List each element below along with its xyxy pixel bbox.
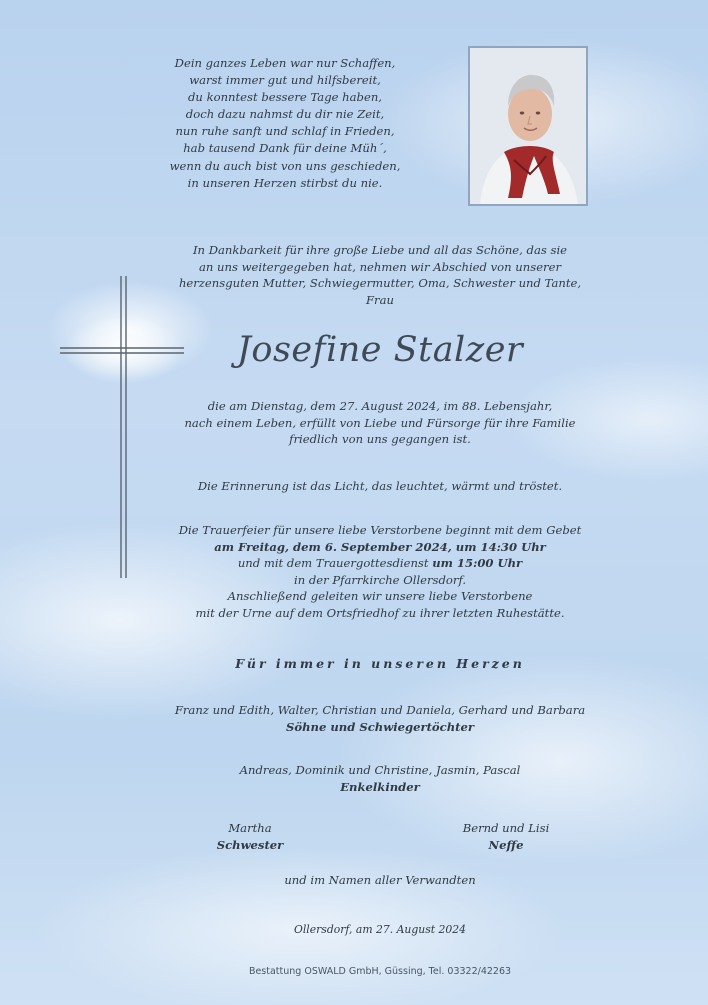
poem-line: hab tausend Dank für deine Müh´, <box>183 141 387 156</box>
death-line: nach einem Leben, erfüllt von Liebe und Fürsorge für ihre Familie <box>184 415 576 430</box>
funeral-date: am Freitag, dem 6. September 2024, um 14:30 Uhr <box>214 539 546 554</box>
funeral-home-footer: Bestattung OSWALD GmbH, Güssing, Tel. 03322/42263 <box>248 966 512 977</box>
place-date <box>150 922 610 939</box>
memorial-quote <box>150 478 610 495</box>
funeral-line: in der Pfarrkirche Ollersdorf. <box>293 572 467 587</box>
intro-line: an uns weitergegeben hat, nehmen wir Abschied von unserer <box>198 259 561 274</box>
nephew-name: Bernd und Lisi <box>462 821 550 835</box>
poem-line: warst immer gut und hilfsbereit, <box>189 73 381 88</box>
place-date-text: Ollersdorf, am 27. August 2024 <box>293 923 466 936</box>
funeral-mass-text: und mit dem Trauergottesdienst <box>237 556 433 571</box>
funeral-mass-time: um 15:00 Uhr <box>432 556 523 571</box>
relatives-text: und im Namen aller Verwandten <box>284 873 476 887</box>
poem-line: doch dazu nahmst du dir nie Zeit, <box>185 107 385 122</box>
portrait-photo <box>468 46 588 206</box>
mourner-nephew <box>446 820 566 854</box>
nephew-role: Neffe <box>488 838 524 852</box>
poem-line: wenn du auch bist von uns geschieden, <box>169 158 401 173</box>
funeral-mass-line <box>150 555 610 572</box>
death-line: die am Dienstag, dem 27. August 2024, im 88. Lebensjahr, <box>207 399 553 413</box>
funeral-details <box>150 522 610 622</box>
death-notice <box>150 398 610 448</box>
memorial-poem <box>150 55 420 192</box>
deceased-name: Josefine Stalzer <box>236 330 524 370</box>
children-role: Söhne und Schwiegertöchter <box>285 719 474 734</box>
poem-line: nun ruhe sanft und schlaf in Frieden, <box>175 124 395 139</box>
grandchildren-role: Enkelkinder <box>340 779 420 794</box>
grandchildren-names: Andreas, Dominik und Christine, Jasmin, Pascal <box>239 763 521 777</box>
portrait-illustration <box>470 48 586 204</box>
poem-line: in unseren Herzen stirbst du nie. <box>187 175 383 190</box>
poem-line: du konntest bessere Tage haben, <box>188 90 382 105</box>
relatives-line <box>150 872 610 889</box>
sister-name: Martha <box>228 821 272 835</box>
funeral-line: mit der Urne auf dem Ortsfriedhof zu ihrer letzten Ruhestätte. <box>195 605 565 620</box>
intro-text <box>150 242 610 308</box>
funeral-line: Anschließend geleiten wir unsere liebe Verstorbene <box>227 589 533 604</box>
death-line: friedlich von uns gegangen ist. <box>289 432 471 447</box>
mourners-grandchildren <box>150 762 610 795</box>
mourners-children <box>150 702 610 735</box>
funeral-line: Die Trauerfeier für unsere liebe Verstorbene beginnt mit dem Gebet <box>178 523 582 537</box>
children-names: Franz und Edith, Walter, Christian und Daniela, Gerhard und Barbara <box>174 703 586 717</box>
intro-line: herzensguten Mutter, Schwiegermutter, Oma, Schwester und Tante, <box>178 276 582 291</box>
quote-line: Die Erinnerung ist das Licht, das leuchtet, wärmt und tröstet. <box>197 479 563 493</box>
intro-line: In Dankbarkeit für ihre große Liebe und all das Schöne, das sie <box>192 243 568 257</box>
poem-line: Dein ganzes Leben war nur Schaffen, <box>174 56 396 70</box>
mourner-sister <box>200 820 300 854</box>
motto: Für immer in unseren Herzen <box>235 656 525 671</box>
sister-role: Schwester <box>216 838 284 852</box>
intro-line: Frau <box>366 292 394 307</box>
